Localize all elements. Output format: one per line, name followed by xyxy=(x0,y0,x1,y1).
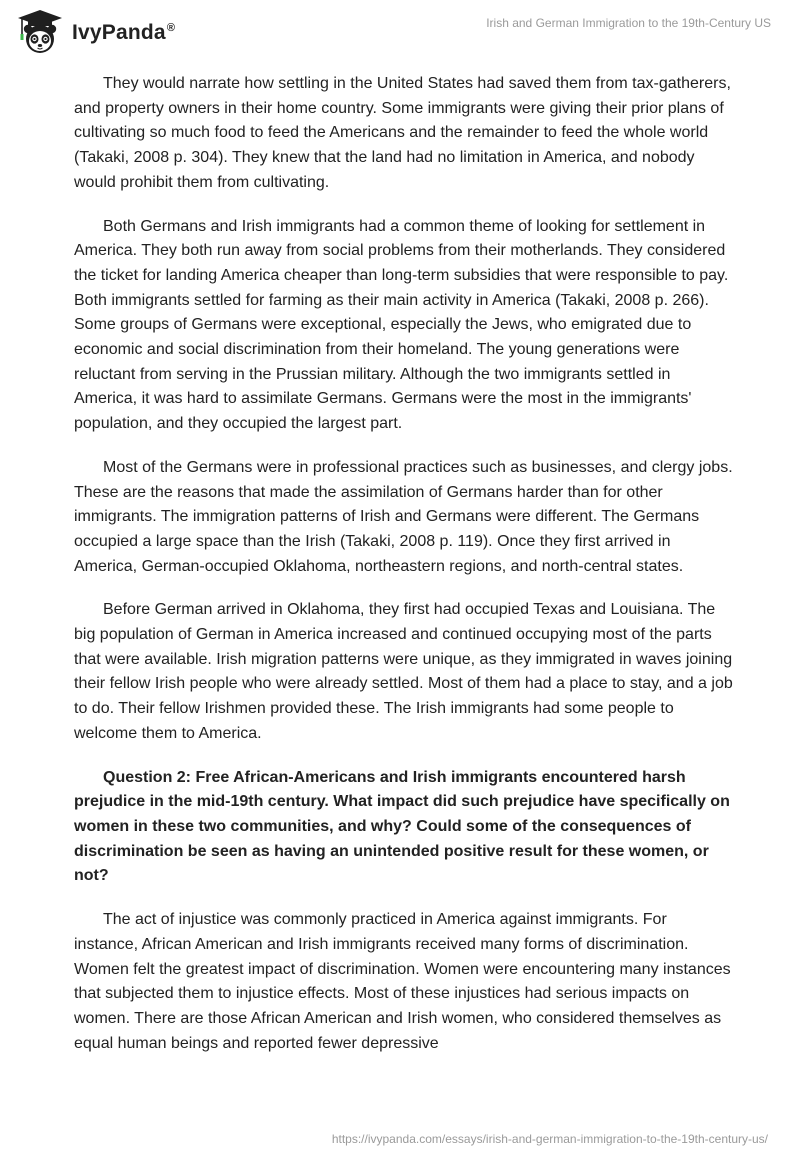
source-url[interactable]: https://ivypanda.com/essays/irish-and-german-immigration-to-the-19th-century-us/ xyxy=(331,1132,768,1146)
paragraph: Most of the Germans were in professional practices such as businesses, and clergy jobs. These are the reasons that made the assimilation of Germans harder than for other immigrants. The immigration patterns of Irish and Germans were different. The Germans occupied a large space than the Irish (Takaki, 2008 p. 119). Once they first arrived in America, German-occupied Oklahoma, northeastern regions, and north-central states. xyxy=(74,458,733,575)
logo-wordmark xyxy=(72,21,175,45)
question-heading: Question 2: Free African-Americans and Irish immigrants encountered harsh prejudice in the mid-19th century. What impact did such prejudice have specifically on women in these two communities, and why? Could some of the consequences of discrimination be seen as having an unintended positive result for these women, or not? xyxy=(74,768,730,885)
page-header xyxy=(0,0,800,60)
paragraph: Before German arrived in Oklahoma, they first had occupied Texas and Louisiana. The big population of German in America increased and continued occupying most of the parts that were available. Irish migration patterns were unique, as they immigrated in waves joining their fellow Irish people who were already settled. Most of them had a place to stay, and a job to do. Their fellow Irishmen provided these. The Irish immigrants had some people to welcome them to America. xyxy=(74,601,733,742)
essay-body xyxy=(74,72,734,1075)
logo-text: IvyPanda xyxy=(72,21,166,44)
document-title: Irish and German Immigration to the 19th-Century US xyxy=(486,16,771,30)
paragraph: Both Germans and Irish immigrants had a common theme of looking for settlement in America. They both run away from social problems from their motherlands. They considered the ticket for landing America cheaper than long-term subsidies that were responsible to pay. Both immigrants settled for farming as their main activity in America (Takaki, 2008 p. 266). Some groups of Germans were exceptional, especially the Jews, who emigrated due to economic and social discrimination from their homeland. The young generations were reluctant from serving in the Prussian military. Although the two immigrants settled in America, it was hard to assimilate Germans. Germans were the most in the immigrants' population, and they occupied the largest part. xyxy=(74,217,729,433)
paragraph: They would narrate how settling in the United States had saved them from tax-gatherers, and property owners in their home country. Some immigrants were giving their prior plans of cultivating so much food to feed the Americans and the remainder to feed the whole world (Takaki, 2008 p. 304). They knew that the land had no limitation in America, and nobody would prohibit them from cultivating. xyxy=(74,75,731,191)
registered-mark: ® xyxy=(166,22,176,34)
paragraph: The act of injustice was commonly practiced in America against immigrants. For instance, African American and Irish immigrants received many forms of discrimination. Women felt the greatest impact of discrimination. Women were encountering many instances that subjected them to injustice effects. Most of these injustices had serious impacts on women. There are those African American and Irish women, who considered themselves as equal human beings and reported fewer depressive xyxy=(74,911,731,1052)
panda-graduation-cap-icon xyxy=(14,8,66,56)
ivypanda-logo[interactable] xyxy=(14,8,175,56)
